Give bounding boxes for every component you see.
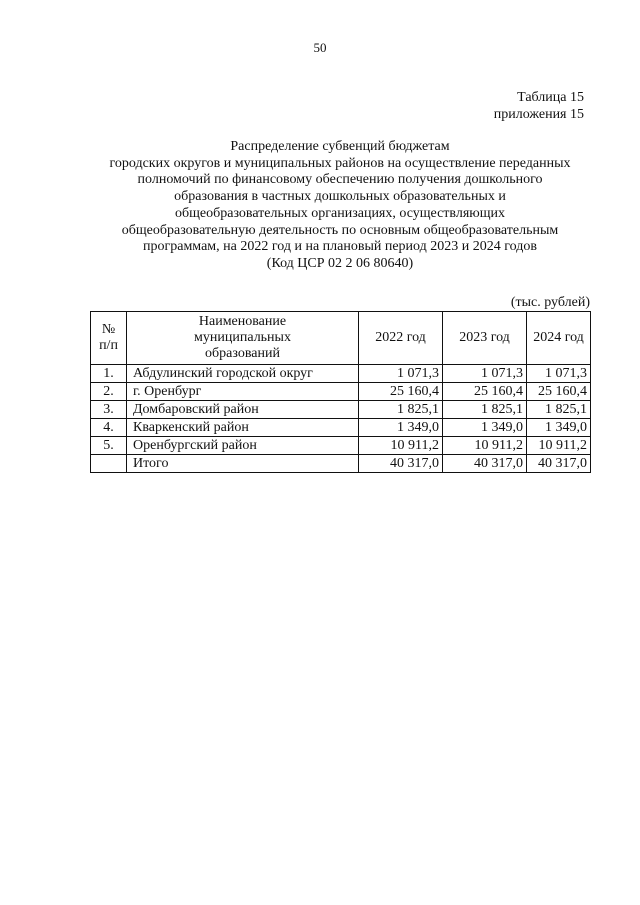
table-row (91, 383, 591, 401)
appendix-reference-line: приложения 15 (493, 107, 584, 122)
header-municipality-line: образований (205, 346, 280, 361)
row-value-2022: 1 349,0 (359, 419, 443, 437)
total-number (91, 455, 127, 473)
row-value-2024: 25 160,4 (527, 383, 591, 401)
row-municipality: Кваркенский район (127, 419, 359, 437)
header-municipality (127, 312, 359, 365)
row-value-2022: 1 071,3 (359, 365, 443, 383)
row-value-2023: 1 825,1 (443, 401, 527, 419)
page-number: 50 (313, 40, 327, 55)
header-number-line: п/п (99, 338, 118, 353)
row-municipality: Домбаровский район (127, 401, 359, 419)
table-header-row (91, 312, 591, 365)
row-value-2023: 10 911,2 (443, 437, 527, 455)
row-value-2022: 1 825,1 (359, 401, 443, 419)
row-municipality: г. Оренбург (127, 383, 359, 401)
table-reference (494, 89, 584, 123)
table-row (91, 419, 591, 437)
table-row (91, 437, 591, 455)
document-title (80, 139, 600, 273)
row-value-2022: 25 160,4 (359, 383, 443, 401)
row-value-2023: 25 160,4 (443, 383, 527, 401)
row-value-2024: 1 349,0 (527, 419, 591, 437)
row-number: 1. (91, 365, 127, 383)
row-number: 4. (91, 419, 127, 437)
table-row (91, 365, 591, 383)
title-line: образования в частных дошкольных образовательных и (174, 189, 506, 205)
total-label: Итого (127, 455, 359, 473)
table-row (91, 401, 591, 419)
header-municipality-line: муниципальных (194, 330, 291, 345)
title-line: общеобразовательных организациях, осуществляющих (174, 205, 506, 221)
row-municipality: Абдулинский городской округ (127, 365, 359, 383)
title-line: полномочий по финансовому обеспечению получения дошкольного (137, 172, 543, 188)
row-value-2023: 1 071,3 (443, 365, 527, 383)
header-municipality-line: Наименование (198, 314, 287, 329)
row-value-2024: 1 825,1 (527, 401, 591, 419)
title-line: (Код ЦСР 02 2 06 80640) (266, 255, 414, 271)
total-value-2023: 40 317,0 (443, 455, 527, 473)
row-value-2024: 1 071,3 (527, 365, 591, 383)
units-label: (тыс. рублей) (510, 295, 590, 310)
header-year-2023: 2023 год (443, 312, 527, 365)
title-line: Распределение субвенций бюджетам (230, 139, 450, 154)
row-value-2024: 10 911,2 (527, 437, 591, 455)
total-value-2024: 40 317,0 (527, 455, 591, 473)
title-line: программам, на 2022 год и на плановый период 2023 и 2024 годов (143, 239, 537, 255)
row-value-2022: 10 911,2 (359, 437, 443, 455)
title-line: городских округов и муниципальных районов на осуществление переданных (109, 155, 571, 171)
row-number: 5. (91, 437, 127, 455)
table-total-row (91, 455, 591, 473)
header-year-2024: 2024 год (527, 312, 591, 365)
total-value-2022: 40 317,0 (359, 455, 443, 473)
header-number-line: № (101, 322, 116, 337)
subsidy-table (90, 311, 591, 473)
row-municipality: Оренбургский район (127, 437, 359, 455)
row-number: 2. (91, 383, 127, 401)
row-value-2023: 1 349,0 (443, 419, 527, 437)
header-number (91, 312, 127, 365)
table-reference-line: Таблица 15 (517, 90, 584, 105)
row-number: 3. (91, 401, 127, 419)
header-year-2022: 2022 год (359, 312, 443, 365)
title-line: общеобразовательную деятельность по основным общеобразовательным (121, 222, 559, 238)
